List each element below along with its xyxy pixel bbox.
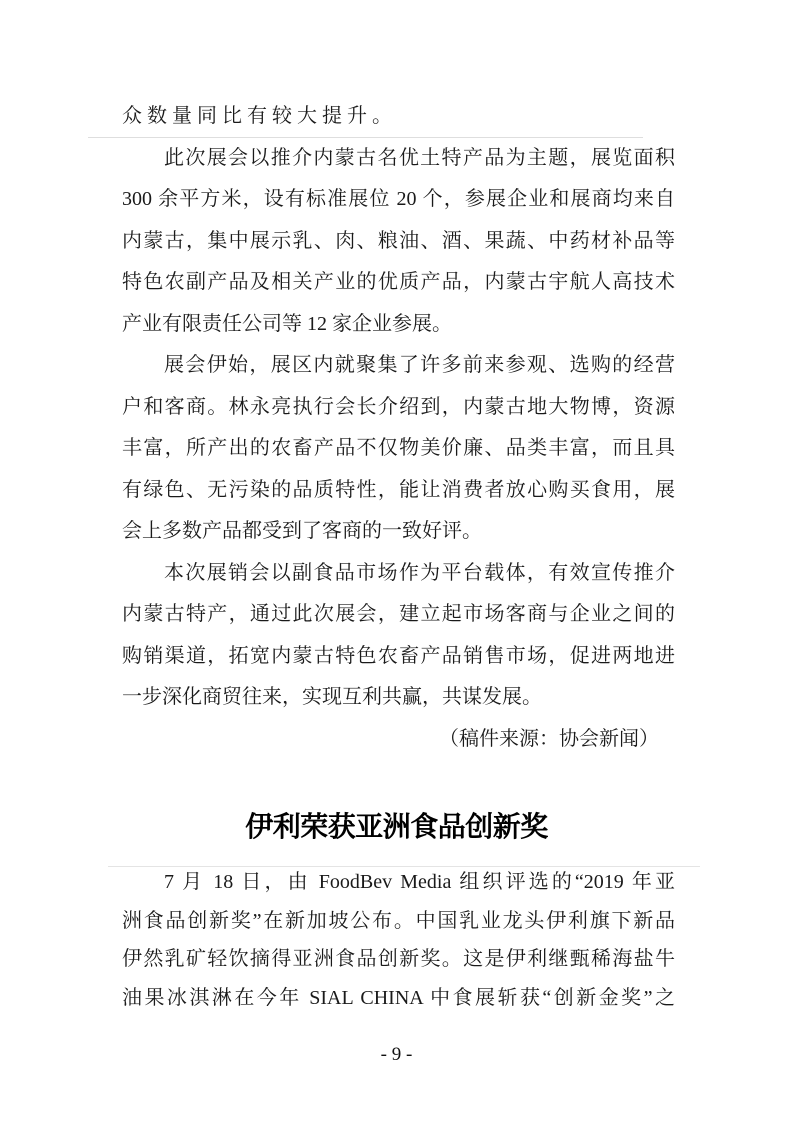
- body-line: 内蒙古特产，通过此次展会，建立起市场客商与企业之间的: [122, 603, 675, 625]
- article2-title: 伊利荣获亚洲食品创新奖: [245, 812, 548, 843]
- body-line: 300 余平方米，设有标准展位 20 个，参展企业和展商均来自: [122, 188, 675, 210]
- body-line: 丰富，所产出的农畜产品不仅物美价廉、品类丰富，而且具: [122, 437, 675, 459]
- body-line: 此次展会以推介内蒙古名优土特产品为主题，展览面积: [164, 146, 675, 169]
- body-line: 内蒙古，集中展示乳、肉、粮油、酒、果蔬、中药材补品等: [122, 229, 675, 252]
- body-line: 购销渠道，拓宽内蒙古特色农畜产品销售市场，促进两地进: [122, 644, 675, 667]
- body-line: 展会伊始，展区内就聚集了许多前来参观、选购的经营: [164, 354, 675, 376]
- body-line: 洲食品创新奖”在新加坡公布。中国乳业龙头伊利旗下新品: [122, 909, 675, 932]
- body-line: 众数量同比有较大提升。: [122, 105, 397, 127]
- article1-body: [122, 96, 675, 760]
- body-line: 有绿色、无污染的品质特性，能让消费者放心购买食用，展: [122, 478, 675, 501]
- body-line: 会上多数产品都受到了客商的一致好评。: [122, 520, 482, 542]
- body-line: 户和客商。林永亮执行会长介绍到，内蒙古地大物博，资源: [122, 395, 675, 418]
- body-line: 本次展销会以副食品市场作为平台载体，有效宣传推介: [164, 561, 675, 584]
- body-line: 特色农副产品及相关产业的优质产品，内蒙古宇航人高技术: [122, 271, 675, 293]
- article2-body: [122, 863, 675, 1017]
- body-line: 一步深化商贸往来，实现互利共赢，共谋发展。: [122, 686, 542, 708]
- body-line: 油果冰淇淋在今年 SIAL CHINA 中食展斩获“创新金奖”之: [122, 986, 675, 1009]
- body-line: 产业有限责任公司等 12 家企业参展。: [122, 312, 452, 335]
- page-number: - 9 -: [380, 1044, 413, 1065]
- body-line: （稿件来源：协会新闻）: [439, 727, 659, 750]
- body-line: 7 月 18 日，由 FoodBev Media 组织评选的“2019 年亚: [164, 871, 675, 893]
- body-line: 伊然乳矿轻饮摘得亚洲食品创新奖。这是伊利继甄稀海盐牛: [122, 948, 675, 971]
